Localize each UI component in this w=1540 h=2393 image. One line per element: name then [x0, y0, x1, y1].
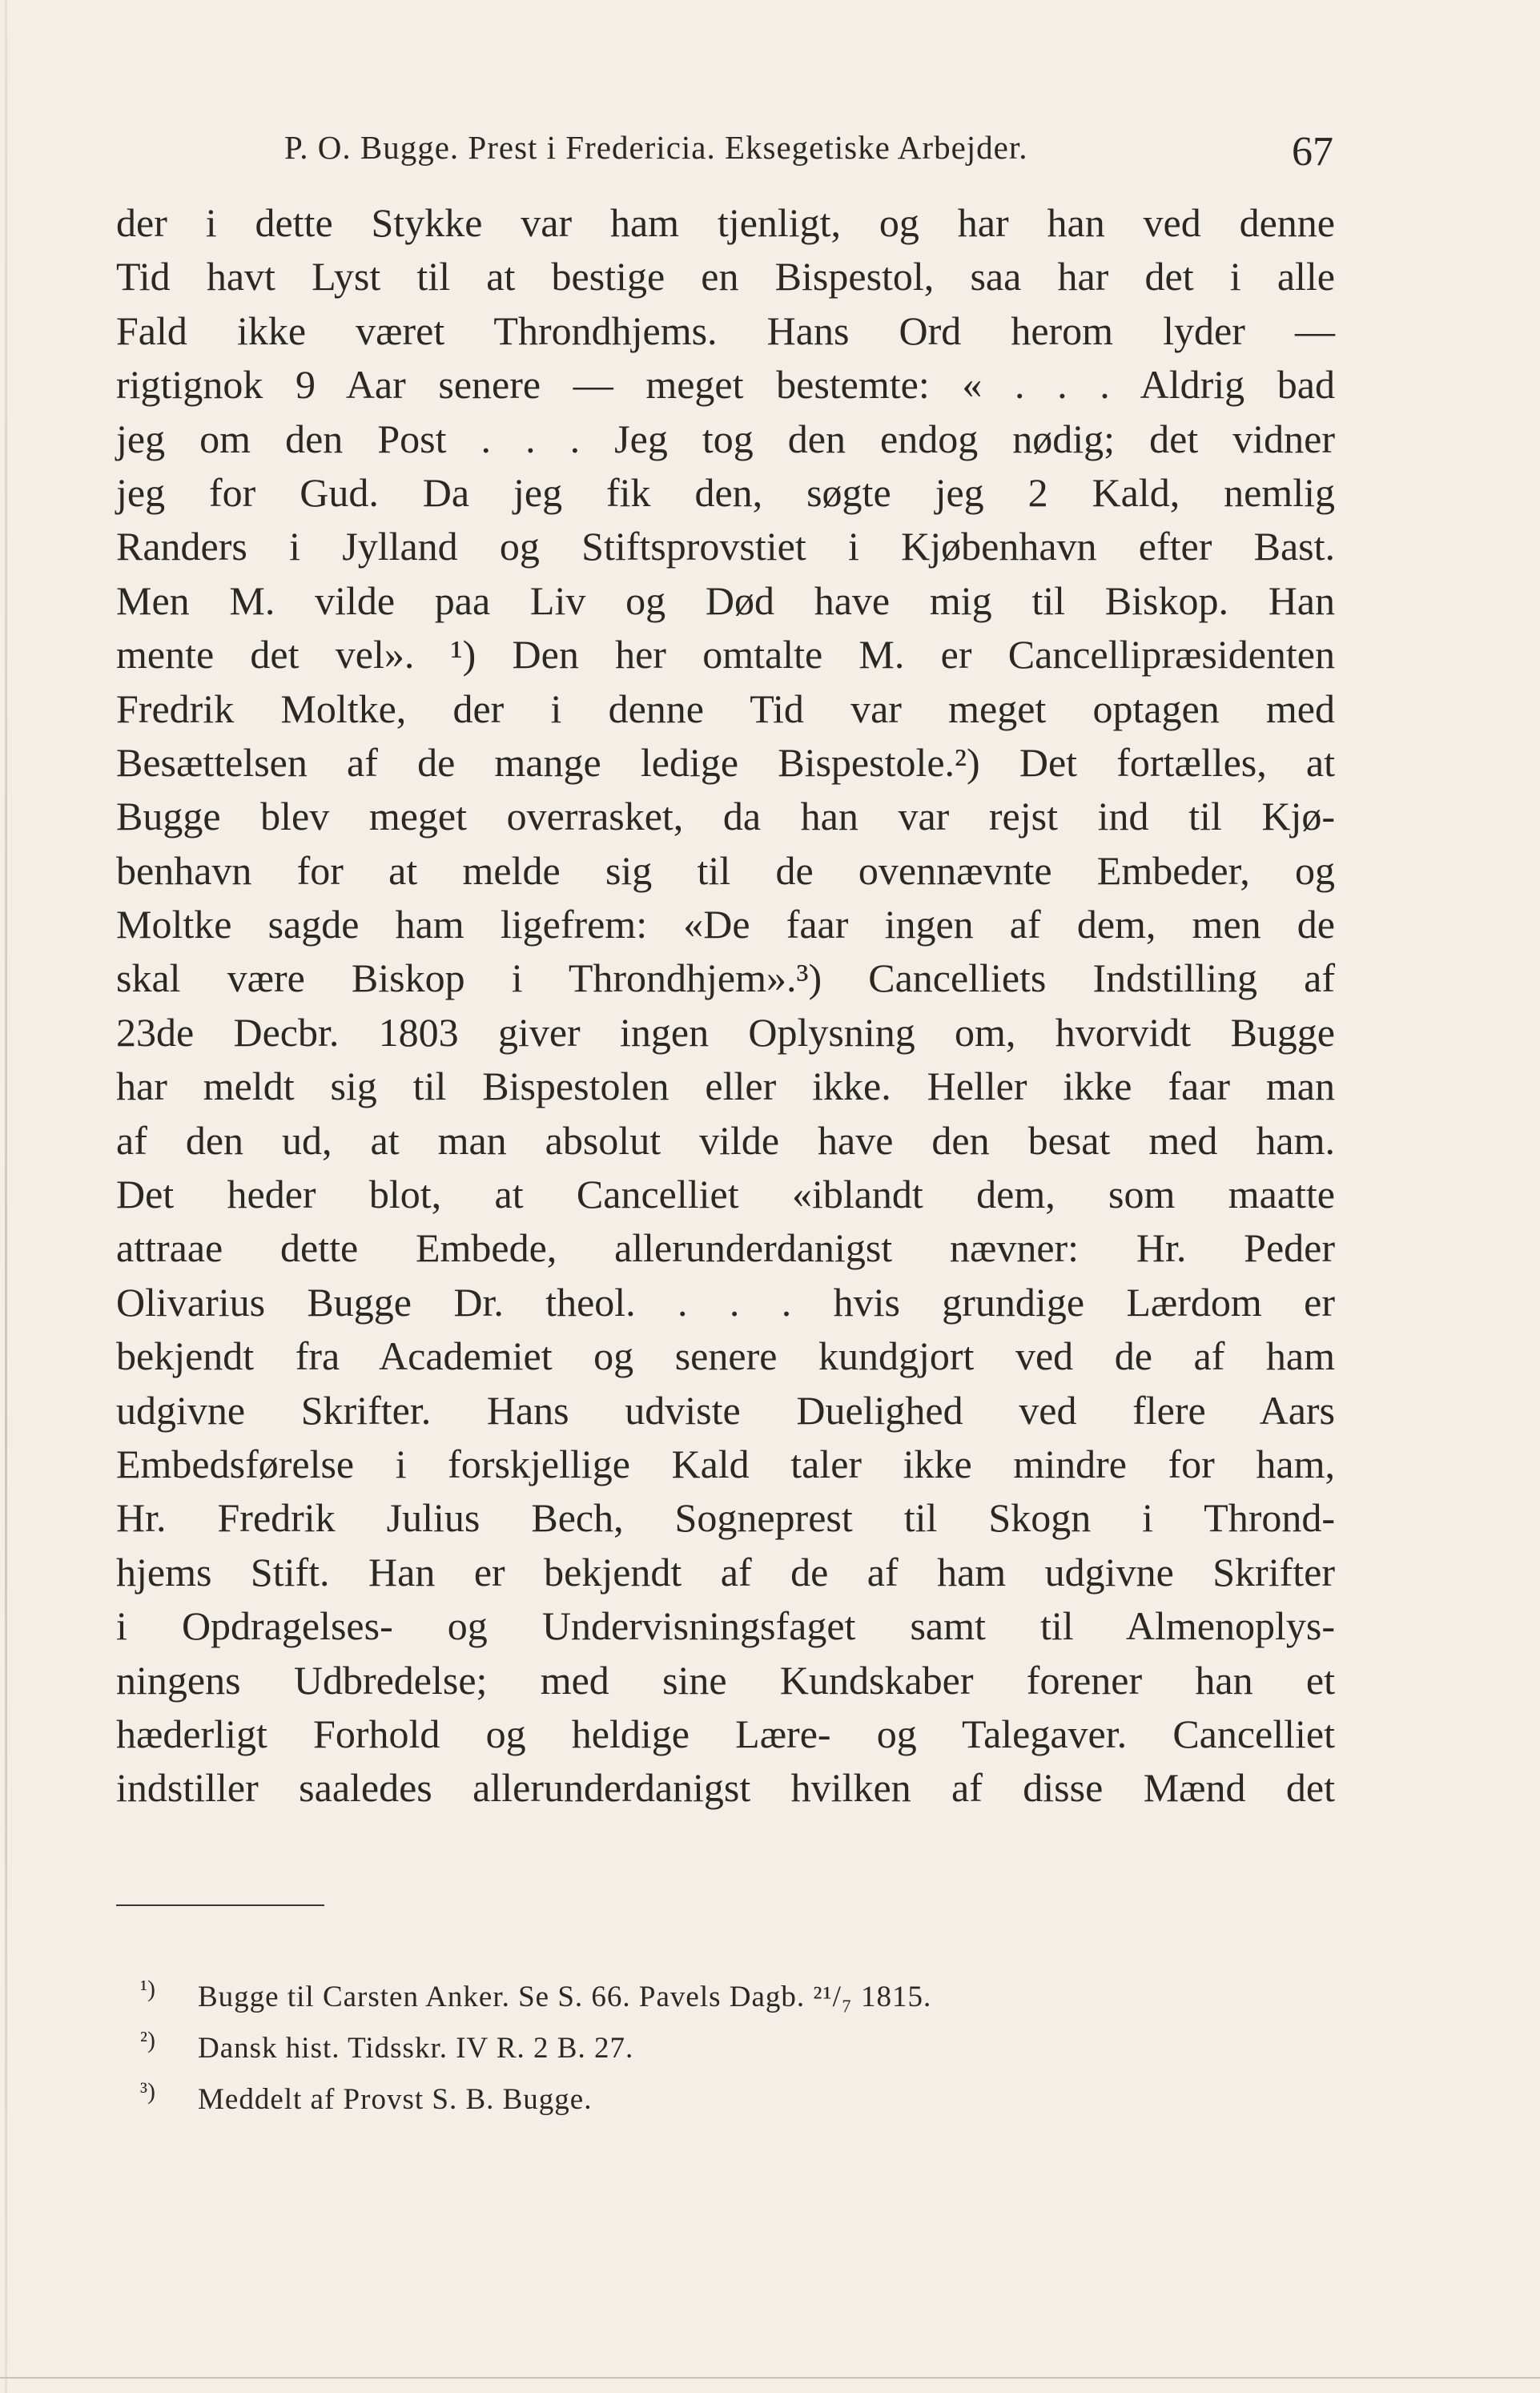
text-line: mente det vel». ¹) Den her omtalte M. er Cancellipræsidenten	[116, 632, 1335, 678]
text-line: benhavn for at melde sig til de ovennævnte Embeder, og	[116, 847, 1335, 893]
footnote-text: Bugge til Carsten Anker. Se S. 66. Pavels Dagb. ²¹/₇ 1815.	[198, 1981, 932, 2013]
text-line: hæderligt Forhold og heldige Lære- og Talegaver. Cancelliet	[116, 1711, 1335, 1756]
text-line: Tid havt Lyst til at bestige en Bispestol, saa har det i alle	[116, 254, 1335, 300]
text-line: jeg om den Post . . . Jeg tog den endog nødig; det vidner	[116, 416, 1335, 461]
footnote-divider	[116, 1904, 324, 1906]
text-line: Fredrik Moltke, der i denne Tid var meget optagen med	[116, 686, 1335, 731]
footnote-mark: ¹)	[140, 1976, 155, 2002]
footnote-mark: ²)	[140, 2027, 155, 2053]
text-line: indstiller saaledes allerunderdanigst hvilken af disse Mænd det	[116, 1765, 1335, 1811]
text-line: rigtignok 9 Aar senere — meget bestemte: « . . . Aldrig bad	[116, 362, 1335, 408]
text-line: bekjendt fra Academiet og senere kundgjort ved de af ham	[116, 1333, 1335, 1379]
footnote-text: Dansk hist. Tidsskr. IV R. 2 B. 27.	[198, 2032, 634, 2065]
text-line: attraae dette Embede, allerunderdanigst nævner: Hr. Peder	[116, 1225, 1335, 1271]
running-head: P. O. Bugge. Prest i Fredericia. Eksegetiske Arbejder.	[284, 129, 1028, 166]
text-line: Fald ikke været Throndhjems. Hans Ord herom lyder —	[116, 308, 1335, 353]
page-header	[284, 128, 1333, 176]
footnote	[140, 2074, 1261, 2126]
text-line: 23de Decbr. 1803 giver ingen Oplysning om, hvorvidt Bugge	[116, 1009, 1335, 1055]
footnote-text: Meddelt af Provst S. B. Bugge.	[198, 2083, 593, 2116]
page-bottom-edge	[0, 2377, 1540, 2379]
text-line: ningens Udbredelse; med sine Kundskaber forener han et	[116, 1657, 1335, 1703]
page-number: 67	[1292, 129, 1333, 175]
text-line: af den ud, at man absolut vilde have den besat med ham.	[116, 1117, 1335, 1163]
footnote	[140, 1972, 1261, 2023]
text-line: Embedsførelse i forskjellige Kald taler ikke mindre for ham,	[116, 1441, 1335, 1486]
text-line: hjems Stift. Han er bekjendt af de af ham udgivne Skrifter	[116, 1549, 1335, 1595]
text-line: Randers i Jylland og Stiftsprovstiet i Kjøbenhavn efter Bast.	[116, 524, 1335, 569]
text-line: Men M. vilde paa Liv og Død have mig til Biskop. Han	[116, 577, 1335, 623]
text-line: i Opdragelses- og Undervisningsfaget samt til Almenoplys-	[116, 1603, 1335, 1649]
page-edge	[5, 0, 7, 2393]
text-line: Olivarius Bugge Dr. theol. . . . hvis grundige Lærdom er	[116, 1279, 1335, 1325]
text-line: Hr. Fredrik Julius Bech, Sogneprest til Skogn i Thrond-	[116, 1495, 1335, 1541]
text-line: Besættelsen af de mange ledige Bispestole.²) Det fortælles, at	[116, 739, 1335, 785]
text-line: Bugge blev meget overrasket, da han var rejst ind til Kjø-	[116, 794, 1335, 839]
body-text	[116, 196, 1335, 1816]
text-line: Det heder blot, at Cancelliet «iblandt dem, som maatte	[116, 1172, 1335, 1217]
footnote	[140, 2023, 1261, 2074]
footnote-mark: ³)	[140, 2078, 155, 2105]
text-line: skal være Biskop i Throndhjem».³) Cancelliets Indstilling af	[116, 955, 1335, 1001]
text-line: udgivne Skrifter. Hans udviste Duelighed ved flere Aars	[116, 1387, 1335, 1433]
text-line: Moltke sagde ham ligefrem: «De faar ingen af dem, men de	[116, 902, 1335, 947]
text-line: der i dette Stykke var ham tjenligt, og har han ved denne	[116, 200, 1335, 245]
footnotes	[140, 1972, 1261, 2126]
text-line: jeg for Gud. Da jeg fik den, søgte jeg 2 Kald, nemlig	[116, 469, 1335, 515]
text-line: har meldt sig til Bispestolen eller ikke. Heller ikke faar man	[116, 1064, 1335, 1109]
